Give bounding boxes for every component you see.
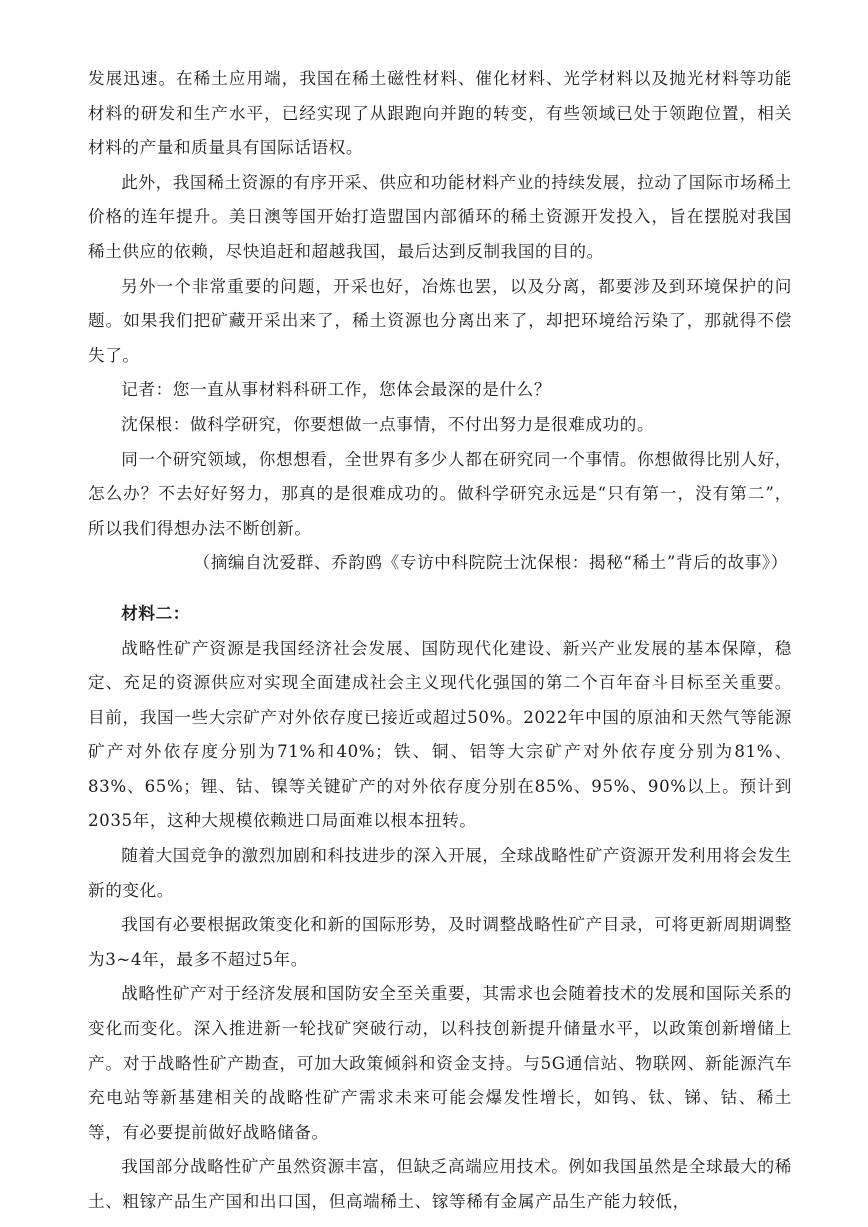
source-citation: （摘编自沈爱群、乔韵鸥《专访中科院院士沈保根：揭秘“稀土”背后的故事》）	[193, 553, 788, 573]
paragraph: 此外，我国稀土资源的有序开采、供应和功能材料产业的持续发展，拉动了国际市场稀土价格的连年提升。美日澳等国开始打造盟国内部循环的稀土资源开发投入，旨在摆脱对我国稀土供应的依赖，尽快追赶和超越我国，最后达到反制我国的目的。	[88, 172, 792, 261]
paragraph: 同一个研究领域，你想想看，全世界有多少人都在研究同一个事情。你想做得比别人好，怎么办？不去好好努力，那真的是很难成功的。做科学研究永远是“只有第一，没有第二”，所以我们得想办法不断创新。	[88, 449, 792, 538]
paragraph: 我国有必要根据政策变化和新的国际形势，及时调整战略性矿产目录，可将更新周期调整为3~4年，最多不超过5年。	[88, 915, 792, 969]
paragraph: 记者：您一直从事材料科研工作，您体会最深的是什么？	[121, 380, 552, 400]
paragraph: 我国部分战略性矿产虽然资源丰富，但缺乏高端应用技术。例如我国虽然是全球最大的稀土、粗镓产品生产国和出口国，但高端稀土、镓等稀有金属产品生产能力较低，	[88, 1157, 792, 1211]
section-title: 材料二：	[121, 603, 190, 623]
paragraph: 另外一个非常重要的问题，开采也好，冶炼也罢，以及分离，都要涉及到环境保护的问题。如果我们把矿藏开采出来了，稀土资源也分离出来了，却把环境给污染了，那就得不偿失了。	[88, 276, 792, 365]
paragraph: 战略性矿产资源是我国经济社会发展、国防现代化建设、新兴产业发展的基本保障，稳定、充足的资源供应对实现全面建成社会主义现代化强国的第二个百年奋斗目标至关重要。目前，我国一些大宗矿产对外依存度已接近或超过50%。2022年中国的原油和天然气等能源矿产对外依存度分别为71%和40%；铁、铜、铝等大宗矿产对外依存度分别为81%、83%、65%；锂、钴、镍等关键矿产的对外依存度分别在85%、95%、90%以上。预计到2035年，这种大规模依赖进口局面难以根本扭转。	[88, 638, 792, 831]
paragraph: 战略性矿产对于经济发展和国防安全至关重要，其需求也会随着技术的发展和国际关系的变化而变化。深入推进新一轮找矿突破行动，以科技创新提升储量水平，以政策创新增储上产。对于战略性矿产勘查，可加大政策倾斜和资金支持。与5G通信站、物联网、新能源汽车充电站等新基建相关的战略性矿产需求未来可能会爆发性增长，如钨、钛、锑、钴、稀土等，有必要提前做好战略储备。	[88, 984, 792, 1142]
document-page	[88, 62, 792, 1220]
paragraph: 沈保根：做科学研究，你要想做一点事情，不付出努力是很难成功的。	[121, 414, 655, 434]
paragraph: 发展迅速。在稀土应用端，我国在稀土磁性材料、催化材料、光学材料以及抛光材料等功能材料的研发和生产水平，已经实现了从跟跑向并跑的转变，有些领域已处于领跑位置，相关材料的产量和质量具有国际话语权。	[88, 69, 792, 158]
paragraph: 随着大国竞争的激烈加剧和科技进步的深入开展，全球战略性矿产资源开发利用将会发生新的变化。	[88, 846, 792, 900]
